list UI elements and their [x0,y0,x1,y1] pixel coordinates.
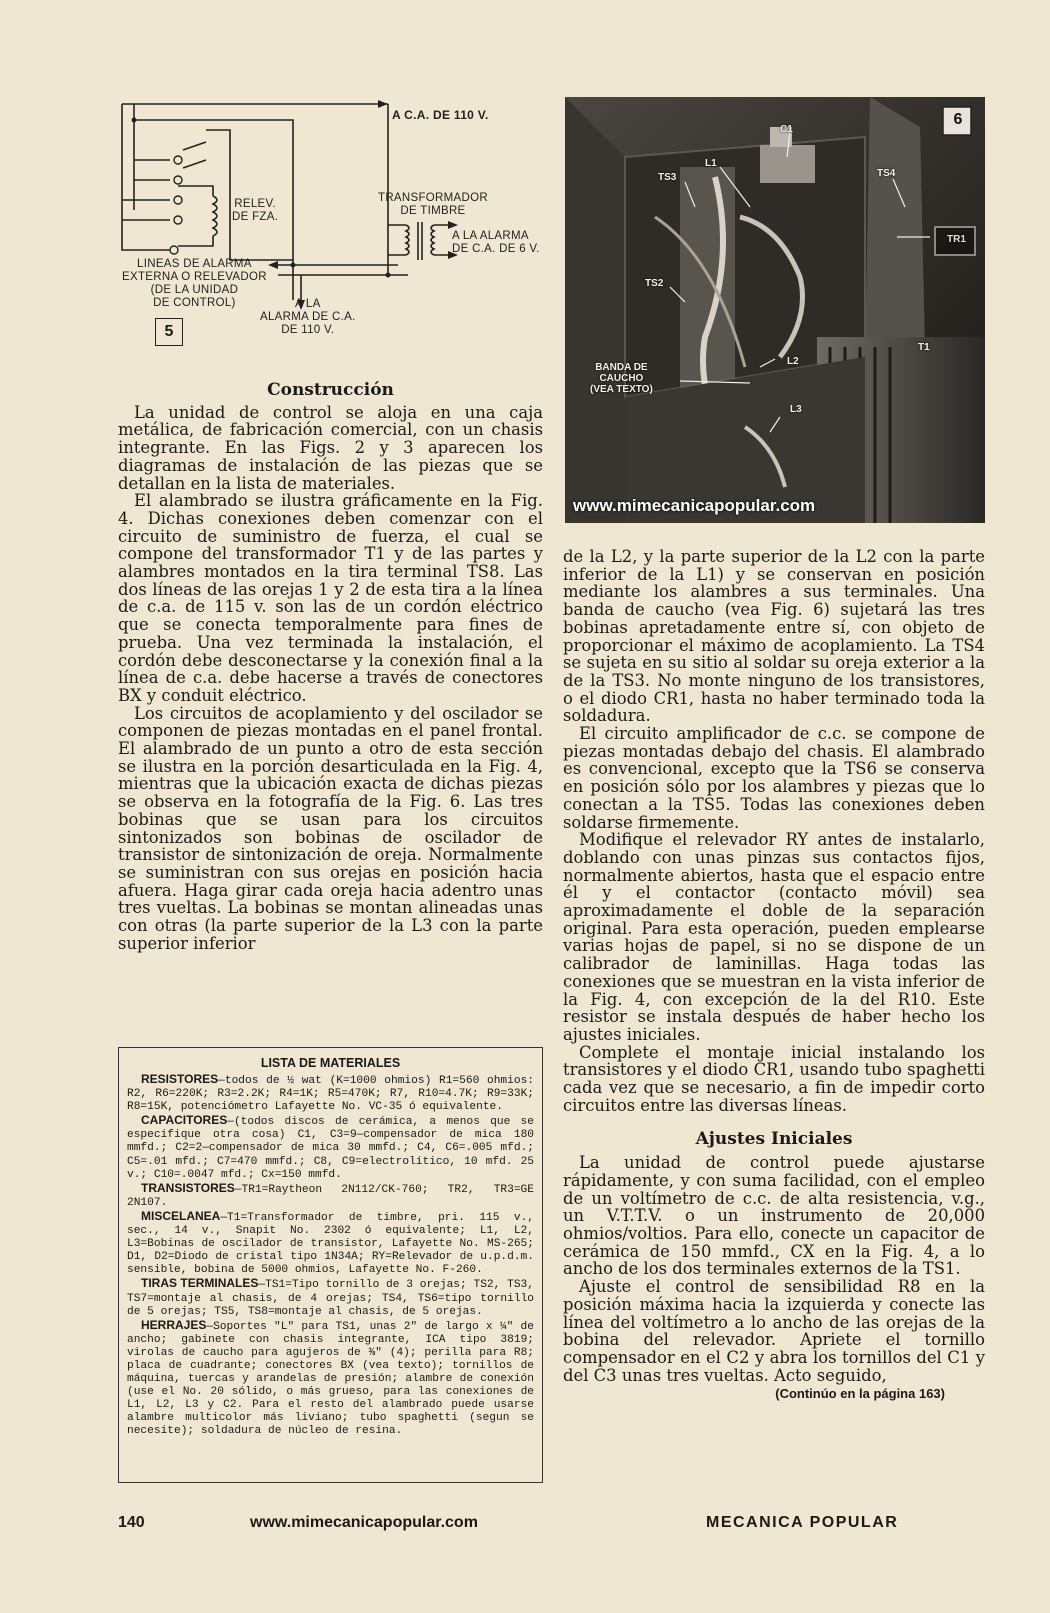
paragraph: Complete el montaje inicial instalando los transistores y el diodo CR1, usando tubo spaghetti cada vez que se necesario, a fin de impedir corto circuitos entre las diversas líneas. [563,1042,985,1115]
materials-item-head: CAPACITORES [141,1113,228,1128]
photo-label-ts2: TS2 [645,278,664,289]
photo-label-ts4: TS4 [877,168,896,179]
magazine-name: MECANICA POPULAR [706,1514,899,1531]
materials-item-text: —T1=Transformador de timbre, pri. 115 v., sec., 14 v., Snapit No. 2302 ó equivalente; L1, L2, L3=Bobinas de oscilador de transistor, Lafayette No. MS-265; D1, D2=Diodo de cristal tipo 1N34A; RY=Relevador de u.p.d.m. sensible, bobina de 5000 ohmios, Lafayette No. F-260. [127,1211,534,1277]
page-number: 140 [118,1514,145,1531]
materials-item-head: MISCELANEA [141,1208,221,1223]
photo-label-c1: C1 [780,124,793,135]
materials-item-text: —TR1=Raytheon 2N112/CK-760; TR2, TR3=GE 2N107. [127,1183,534,1209]
materials-item-text: —TS1=Tipo tornillo de 3 orejas; TS2, TS3, TS7=montaje al chasis, de 4 orejas; TS4, TS6=tipo tornillo de 5 orejas; TS5, TS8=montaje al chasis, de 5 orejas. [127,1279,534,1318]
continued-note: (Continúo en la página 163) [775,1386,945,1402]
materials-item [127,1182,534,1210]
materials-item-text: —todos de ½ wat (K=1000 ohmios) R1=560 ohmios: R2, R6=220K; R3=2.2K; R4=1K; R5=470K; R7, R10=4.7K; R9=33K; R8=15K, potenciómetro Lafayette No. VC-35 ó equivalente. [127,1075,534,1114]
materials-item [127,1073,534,1114]
figure-6-number: 6 [953,111,963,128]
photo-label-l1: L1 [705,158,717,169]
label-relevador-fza: RELEV. DE FZA. [232,198,279,223]
paragraph: Ajuste el control de sensibilidad R8 en la posición máxima hacia la izquierda y conecte las línea del voltímetro a lo ancho de las orejas de la bobina del relevador. Apriete el tornillo compensador en el C2 y abra los tornillos del C1 y del C3 unas tres vueltas. Acto seguido, [563,1277,985,1385]
materials-item [127,1277,534,1318]
left-column-text [118,382,543,953]
label-alarma-110v: A LA ALARMA DE C.A. DE 110 V. [260,298,356,336]
paragraph: Modifique el relevador RY antes de instalarlo, doblando con unas pinzas sus contactos fijos, normalmente abiertos, hasta que el espacio entre él y el contactor (contacto móvil) sea aproximadamente el doble de la separación original. Para esta operación, pueden emplearse varias hojas de papel, si no se dispone de un calibrador de laminillas. Haga todas las conexiones que se muestran en la vista inferior de la Fig. 4, con excepción de la del R10. Este resistor se instala después de haber hecho los ajustes iniciales. [563,830,985,1044]
materials-item-head: TRANSISTORES [141,1180,235,1195]
materials-list [127,1073,534,1439]
materials-item [127,1114,534,1181]
label-ca-110v: A C.A. DE 110 V. [392,108,489,122]
photo-illustration [565,97,985,523]
figure-6-photo [565,97,985,523]
materials-item-head: HERRAJES [141,1317,207,1332]
paragraph: La unidad de control puede ajustarse rápidamente, y con suma facilidad, con el empleo de un voltímetro de c.c. de alta resistencia, v.g., un V.T.T.V. o un instrumento de 20,000 ohmios/voltios. Para ello, conecte un capacitor de cerámica de 150 mmfd., CX en la Fig. 4, a lo ancho de los dos terminales externos de la TS1. [563,1153,985,1279]
materials-item-text: —Soportes "L" para TS1, unas 2" de largo x ¼" de ancho; gabinete con chasis integrante, ICA tipo 3819; virolas de caucho para agujeros de ⅜" (4); perilla para R8; placa de cuadrante; conectores BX (vea texto); tornillos de máquina, tuercas y arandelas de presión; alambre de conexión (use el No. 20 sólido, o más grueso, para las conexiones de L1, L2, L3 y C2. Para el resto del alambrado puede usarse alambre multicolor más liviano; tubo spaghetti (segun se necesite); soldadura de núcleo de resina. [127,1320,534,1438]
photo-label-tr1: TR1 [947,234,966,245]
paragraph: Los circuitos de acoplamiento y del oscilador se componen de piezas montadas en el panel frontal. El alambrado de un punto a otro de esta sección se ilustra en la porción desarticulada en la Fig. 4, mientras que la ubicación exacta de dichas piezas se observa en la fotografía de la Fig. 6. Las tres bobinas que se usan para los circuitos sintonizados son bobinas de oscilador de transistor de sintonización de oreja. Normalmente se suministran con sus orejas en posición hacia afuera. Haga girar cada oreja hacia adentro unas tres vueltas. La bobinas se montan alineadas unas con otras (la parte superior de la L3 con la parte superior inferior [118,703,543,953]
footer-url: www.mimecanicapopular.com [250,1514,478,1531]
materials-item-text: —(todos discos de cerámica, a menos que se especifique otra cosa) C1, C3=9—compensador de mica 180 mmfd.; C2=2—compensador de mica 30 mmfd.; C4, C6=.005 mfd.; C5=.01 mfd.; C7=470 mmfd.; C8, C9=electrolítico, 10 mfd. 25 v.; C10=.0047 mfd.; Cx=150 mmfd. [127,1116,534,1181]
photo-watermark: www.mimecanicapopular.com [573,496,816,515]
materials-item-head: RESISTORES [141,1072,219,1086]
materials-title: LISTA DE MATERIALES [260,1056,401,1070]
materials-item [127,1210,534,1277]
photo-label-t1: T1 [918,342,930,353]
figure-5-number: 5 [155,318,183,346]
photo-label-banda: BANDA DE CAUCHO (VEA TEXTO) [590,362,653,395]
label-lineas-alarma: LINEAS DE ALARMA EXTERNA O RELEVADOR (DE LA UNIDAD DE CONTROL) [122,258,267,309]
materials-item [127,1319,534,1439]
photo-label-l3: L3 [790,404,802,415]
heading-ajustes-iniciales: Ajustes Iniciales [695,1128,853,1149]
materials-list-box [118,1047,543,1483]
heading-construccion: Construcción [267,380,394,400]
label-alarma-6v: A LA ALARMA DE C.A. DE 6 V. [452,230,540,255]
paragraph: de la L2, y la parte superior de la L2 con la parte inferior de la L1) y se conservan en posición mediante los alambres a sus terminales. Una banda de caucho (vea Fig. 6) sujetará las tres bobinas apretadamente entre sí, con objeto de proporcionar el máximo de acoplamiento. La TS4 se sujeta en su sitio al soldar su oreja exterior a la de la TS3. No monte ninguno de los transistores, o el diodo CR1, hasta no haber terminado toda la soldadura. [563,547,985,726]
photo-label-l2: L2 [787,356,799,367]
label-transformador-timbre: TRANSFORMADOR DE TIMBRE [378,192,488,217]
paragraph: El circuito amplificador de c.c. se compone de piezas montadas debajo del chasis. El alambrado es convencional, excepto que la TS6 se conserva en posición sólo por los alambres y piezas que lo conectan a la TS5. Todas las conexiones deben soldarse firmemente. [563,724,985,832]
right-column-text [563,548,985,1403]
paragraph: El alambrado se ilustra gráficamente en la Fig. 4. Dichas conexiones deben comenzar con el circuito de suministro de fuerza, el cual se compone del transformador T1 y de las partes y alambres montados en la tira terminal TS8. Las dos líneas de las orejas 1 y 2 de esta tira a la línea de c.a. de 115 v. son las de un cordón eléctrico que se conecta temporalmente para fines de prueba. Una vez terminada la instalación, el cordón debe desconectarse y la conexión final a la línea de c.a. debe hacerse a través de conectores BX y conduit eléctrico. [118,491,543,705]
materials-item-head: TIRAS TERMINALES [141,1276,259,1291]
photo-label-ts3: TS3 [658,172,677,183]
paragraph: La unidad de control se aloja en una caja metálica, de fabricación comercial, con un chasis integrante. En las Figs. 2 y 3 aparecen los diagramas de instalación de las piezas que se detallan en la lista de materiales. [118,402,543,493]
